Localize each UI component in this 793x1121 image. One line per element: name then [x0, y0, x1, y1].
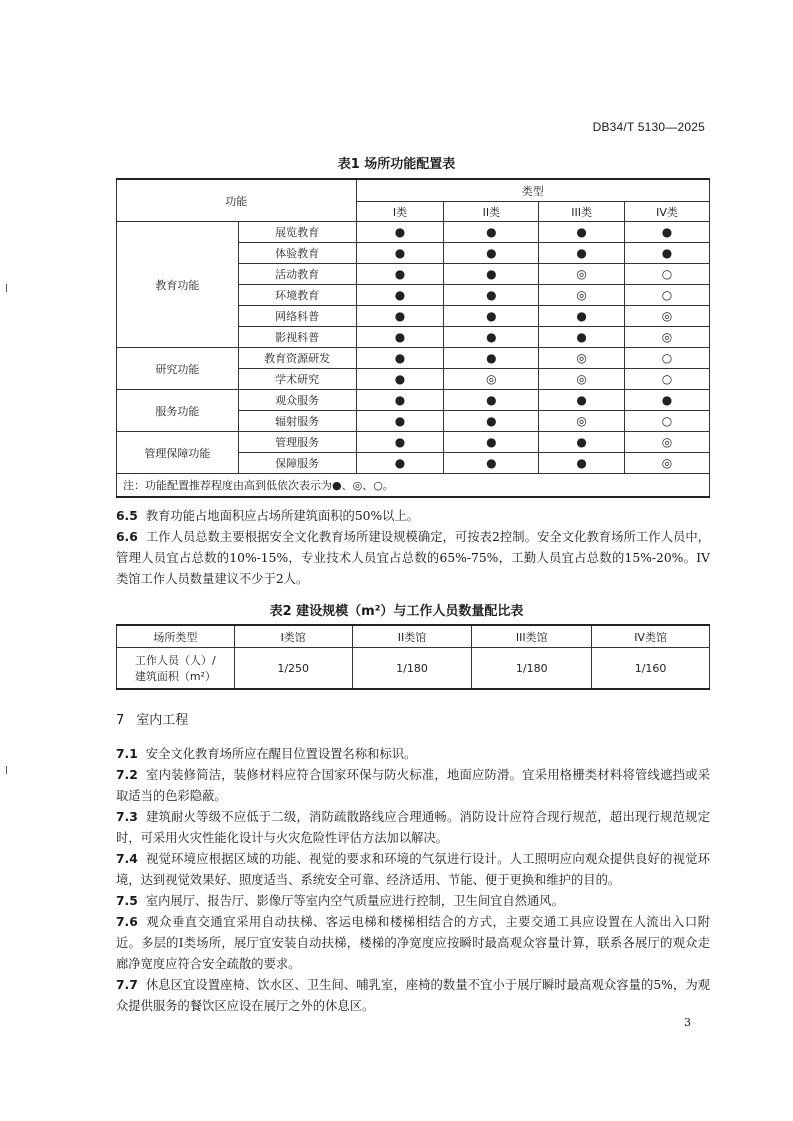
clause-text: 教育功能占地面积应占场所建筑面积的50%以上。 [145, 509, 420, 523]
paragraph-6-5 [116, 506, 710, 527]
clause-number: 7.4 [116, 852, 138, 866]
rating-symbol-cell [444, 306, 539, 327]
table2-row-label [117, 648, 235, 690]
function-item-cell: 辐射服务 [238, 411, 356, 432]
rating-symbol-cell [539, 369, 625, 390]
rating-symbol-cell [625, 306, 710, 327]
table2-value-cell: 1/180 [472, 648, 592, 690]
rating-symbol: ◎ [486, 371, 497, 386]
paragraph-7-5 [116, 891, 710, 912]
rating-symbol-cell [444, 264, 539, 285]
type-header-cell: 类型 [356, 179, 709, 202]
rating-symbol: ○ [661, 413, 673, 428]
clause-text: 建筑耐火等级不应低于二级，消防疏散路线应合理通畅。消防设计应符合现行规范，超出现行规范规定时，可采用火灾性能化设计与火灾危险性评估方法加以解决。 [116, 810, 710, 845]
rating-symbol: ● [576, 224, 587, 239]
rating-symbol: ● [486, 350, 497, 365]
type-column-header: I类 [356, 202, 444, 222]
function-header-cell: 功能 [117, 179, 357, 222]
function-item-cell: 影视科普 [238, 327, 356, 348]
page-number: 3 [684, 1016, 691, 1029]
clause-number: 7.3 [116, 810, 138, 824]
rating-symbol: ● [486, 413, 497, 428]
clause-text: 室内装修简洁，装修材料应符合国家环保与防火标准，地面应防滑。宜采用格栅类材料将管线遮挡或采取适当的色彩隐蔽。 [116, 768, 710, 803]
row-label-line: 工作人员（人）/ [135, 654, 216, 667]
table-note: 注：功能配置推荐程度由高到低依次表示为●、◎、○。 [117, 474, 710, 498]
rating-symbol: ● [486, 329, 497, 344]
clause-text: 室内展厅、报告厅、影像厅等室内空气质量应进行控制，卫生间宜自然通风。 [145, 894, 564, 908]
margin-mark [6, 766, 7, 774]
paragraph-7-7 [116, 975, 710, 1017]
rating-symbol-cell [356, 411, 444, 432]
rating-symbol: ● [486, 434, 497, 449]
rating-symbol-cell [539, 306, 625, 327]
rating-symbol-cell [539, 453, 625, 474]
function-item-cell: 体验教育 [238, 243, 356, 264]
paragraph-7-1 [116, 744, 710, 765]
margin-mark [6, 284, 7, 292]
table2-header-cell: 场所类型 [117, 625, 235, 648]
rating-symbol: ◎ [576, 287, 587, 302]
rating-symbol-cell [625, 390, 710, 411]
rating-symbol-cell [625, 348, 710, 369]
rating-symbol-cell [444, 390, 539, 411]
rating-symbol-cell [539, 390, 625, 411]
function-item-cell: 网络科普 [238, 306, 356, 327]
function-item-cell: 环境教育 [238, 285, 356, 306]
rating-symbol-cell [444, 285, 539, 306]
table-row [117, 390, 710, 411]
rating-symbol-cell [444, 369, 539, 390]
rating-symbol: ◎ [661, 455, 673, 470]
rating-symbol: ● [394, 287, 406, 302]
clause-number: 7.2 [116, 768, 138, 782]
rating-symbol: ● [394, 371, 406, 386]
rating-symbol: ● [661, 224, 673, 239]
rating-symbol: ● [486, 455, 497, 470]
table-row [117, 348, 710, 369]
function-item-cell: 学术研究 [238, 369, 356, 390]
rating-symbol: ● [394, 350, 406, 365]
paragraph-7-3 [116, 807, 710, 849]
table2-value-cell: 1/160 [592, 648, 710, 690]
rating-symbol-cell [625, 327, 710, 348]
clause-number: 7.5 [116, 894, 138, 908]
rating-symbol-cell [356, 369, 444, 390]
clause-number: 7.6 [116, 915, 138, 929]
rating-symbol: ● [576, 308, 587, 323]
function-group-cell: 服务功能 [117, 390, 239, 432]
rating-symbol-cell [444, 453, 539, 474]
section-heading [116, 709, 188, 728]
paragraph-7-6 [116, 912, 710, 975]
rating-symbol-cell [444, 327, 539, 348]
clause-number: 7.1 [116, 747, 138, 761]
function-item-cell: 管理服务 [238, 432, 356, 453]
rating-symbol: ● [394, 308, 406, 323]
section-number: 7 [116, 713, 125, 728]
rating-symbol-cell [625, 243, 710, 264]
rating-symbol-cell [356, 432, 444, 453]
clause-text: 视觉环境应根据区域的功能、视觉的要求和环境的气氛进行设计。人工照明应向观众提供良好的视觉环境，达到视觉效果好、照度适当、系统安全可靠、经济适用、节能、便于更换和维护的目的。 [116, 852, 710, 887]
rating-symbol: ● [486, 224, 497, 239]
rating-symbol: ● [486, 392, 497, 407]
rating-symbol-cell [356, 285, 444, 306]
table-row [117, 432, 710, 453]
rating-symbol-cell [539, 348, 625, 369]
rating-symbol: ◎ [661, 434, 673, 449]
rating-symbol-cell [539, 432, 625, 453]
table2-header-cell: II类馆 [352, 625, 472, 648]
rating-symbol: ● [576, 434, 587, 449]
rating-symbol: ◎ [661, 308, 673, 323]
rating-symbol-cell [625, 453, 710, 474]
type-column-header: II类 [444, 202, 539, 222]
rating-symbol-cell [356, 264, 444, 285]
table2-value-cell: 1/250 [234, 648, 352, 690]
rating-symbol: ○ [661, 350, 673, 365]
rating-symbol: ● [394, 455, 406, 470]
table2-value-cell: 1/180 [352, 648, 472, 690]
rating-symbol-cell [625, 222, 710, 243]
rating-symbol: ○ [661, 266, 673, 281]
table2-caption: 表2 建设规模（m²）与工作人员数量配比表 [269, 604, 524, 619]
type-column-header: III类 [539, 202, 625, 222]
rating-symbol: ● [486, 308, 497, 323]
rating-symbol: ● [576, 455, 587, 470]
rating-symbol-cell [444, 222, 539, 243]
clause-number: 7.7 [116, 978, 138, 992]
rating-symbol: ● [394, 413, 406, 428]
clause-number: 6.5 [116, 509, 138, 523]
rating-symbol: ● [576, 392, 587, 407]
clause-text: 工作人员总数主要根据安全文化教育场所建设规模确定，可按表2控制。安全文化教育场所工作人员中，管理人员宜占总数的10%-15%，专业技术人员宜占总数的65%-75%，工勤人员宜占总数的15%-20%。IV类馆工作人员数量建议不少于2人。 [116, 530, 710, 586]
rating-symbol: ● [486, 287, 497, 302]
rating-symbol: ● [394, 329, 406, 344]
table2-header-cell: I类馆 [234, 625, 352, 648]
table2-header-cell: IV类馆 [592, 625, 710, 648]
rating-symbol-cell [539, 285, 625, 306]
rating-symbol-cell [539, 264, 625, 285]
rating-symbol: ● [576, 245, 587, 260]
rating-symbol-cell [444, 243, 539, 264]
rating-symbol: ◎ [661, 329, 673, 344]
rating-symbol-cell [625, 285, 710, 306]
table-row [117, 222, 710, 243]
rating-symbol-cell [356, 327, 444, 348]
rating-symbol: ● [576, 329, 587, 344]
document-code: DB34/T 5130—2025 [592, 120, 705, 134]
rating-symbol: ○ [661, 287, 673, 302]
rating-symbol-cell [444, 348, 539, 369]
type-column-header: IV类 [625, 202, 710, 222]
staff-ratio-table [116, 624, 710, 690]
rating-symbol: ◎ [576, 350, 587, 365]
rating-symbol: ● [661, 392, 673, 407]
rating-symbol: ◎ [576, 413, 587, 428]
paragraph-7-2 [116, 765, 710, 807]
section-title: 室内工程 [136, 713, 189, 728]
rating-symbol: ● [394, 224, 406, 239]
function-item-cell: 保障服务 [238, 453, 356, 474]
rating-symbol-cell [356, 306, 444, 327]
rating-symbol-cell [625, 432, 710, 453]
rating-symbol-cell [444, 432, 539, 453]
rating-symbol-cell [539, 222, 625, 243]
function-item-cell: 展览教育 [238, 222, 356, 243]
paragraph-7-4 [116, 849, 710, 891]
rating-symbol: ◎ [576, 371, 587, 386]
rating-symbol: ● [661, 245, 673, 260]
function-group-cell: 管理保障功能 [117, 432, 239, 474]
rating-symbol-cell [356, 453, 444, 474]
function-item-cell: 活动教育 [238, 264, 356, 285]
function-group-cell: 教育功能 [117, 222, 239, 348]
rating-symbol: ● [394, 434, 406, 449]
rating-symbol-cell [625, 411, 710, 432]
rating-symbol-cell [539, 243, 625, 264]
rating-symbol: ○ [661, 371, 673, 386]
rating-symbol: ● [394, 392, 406, 407]
rating-symbol-cell [444, 411, 539, 432]
table1-caption: 表1 场所功能配置表 [337, 157, 456, 172]
function-config-table [116, 178, 710, 498]
function-group-cell: 研究功能 [117, 348, 239, 390]
rating-symbol-cell [356, 243, 444, 264]
rating-symbol-cell [539, 327, 625, 348]
rating-symbol-cell [625, 369, 710, 390]
function-item-cell: 观众服务 [238, 390, 356, 411]
clause-text: 观众垂直交通宜采用自动扶梯、客运电梯和楼梯相结合的方式，主要交通工具应设置在人流出入口附近。多层的I类场所，展厅宜安装自动扶梯，楼梯的净宽度应按瞬时最高观众容量计算，联系各展厅的观众走廊净宽度应符合安全疏散的要求。 [116, 915, 710, 971]
clause-text: 安全文化教育场所应在醒目位置设置名称和标识。 [145, 747, 417, 761]
table2-header-cell: III类馆 [472, 625, 592, 648]
rating-symbol-cell [539, 411, 625, 432]
rating-symbol-cell [356, 222, 444, 243]
clause-number: 6.6 [116, 530, 138, 544]
rating-symbol: ● [394, 266, 406, 281]
function-item-cell: 教育资源研发 [238, 348, 356, 369]
paragraph-6-6 [116, 527, 710, 590]
rating-symbol: ● [486, 266, 497, 281]
clause-text: 休息区宜设置座椅、饮水区、卫生间、哺乳室，座椅的数量不宜小于展厅瞬时最高观众容量的5%，为观众提供服务的餐饮区应设在展厅之外的休息区。 [116, 978, 710, 1013]
row-label-line: 建筑面积（m²） [134, 670, 216, 683]
rating-symbol-cell [356, 348, 444, 369]
rating-symbol: ● [394, 245, 406, 260]
rating-symbol-cell [625, 264, 710, 285]
rating-symbol: ◎ [576, 266, 587, 281]
rating-symbol-cell [356, 390, 444, 411]
rating-symbol: ● [486, 245, 497, 260]
